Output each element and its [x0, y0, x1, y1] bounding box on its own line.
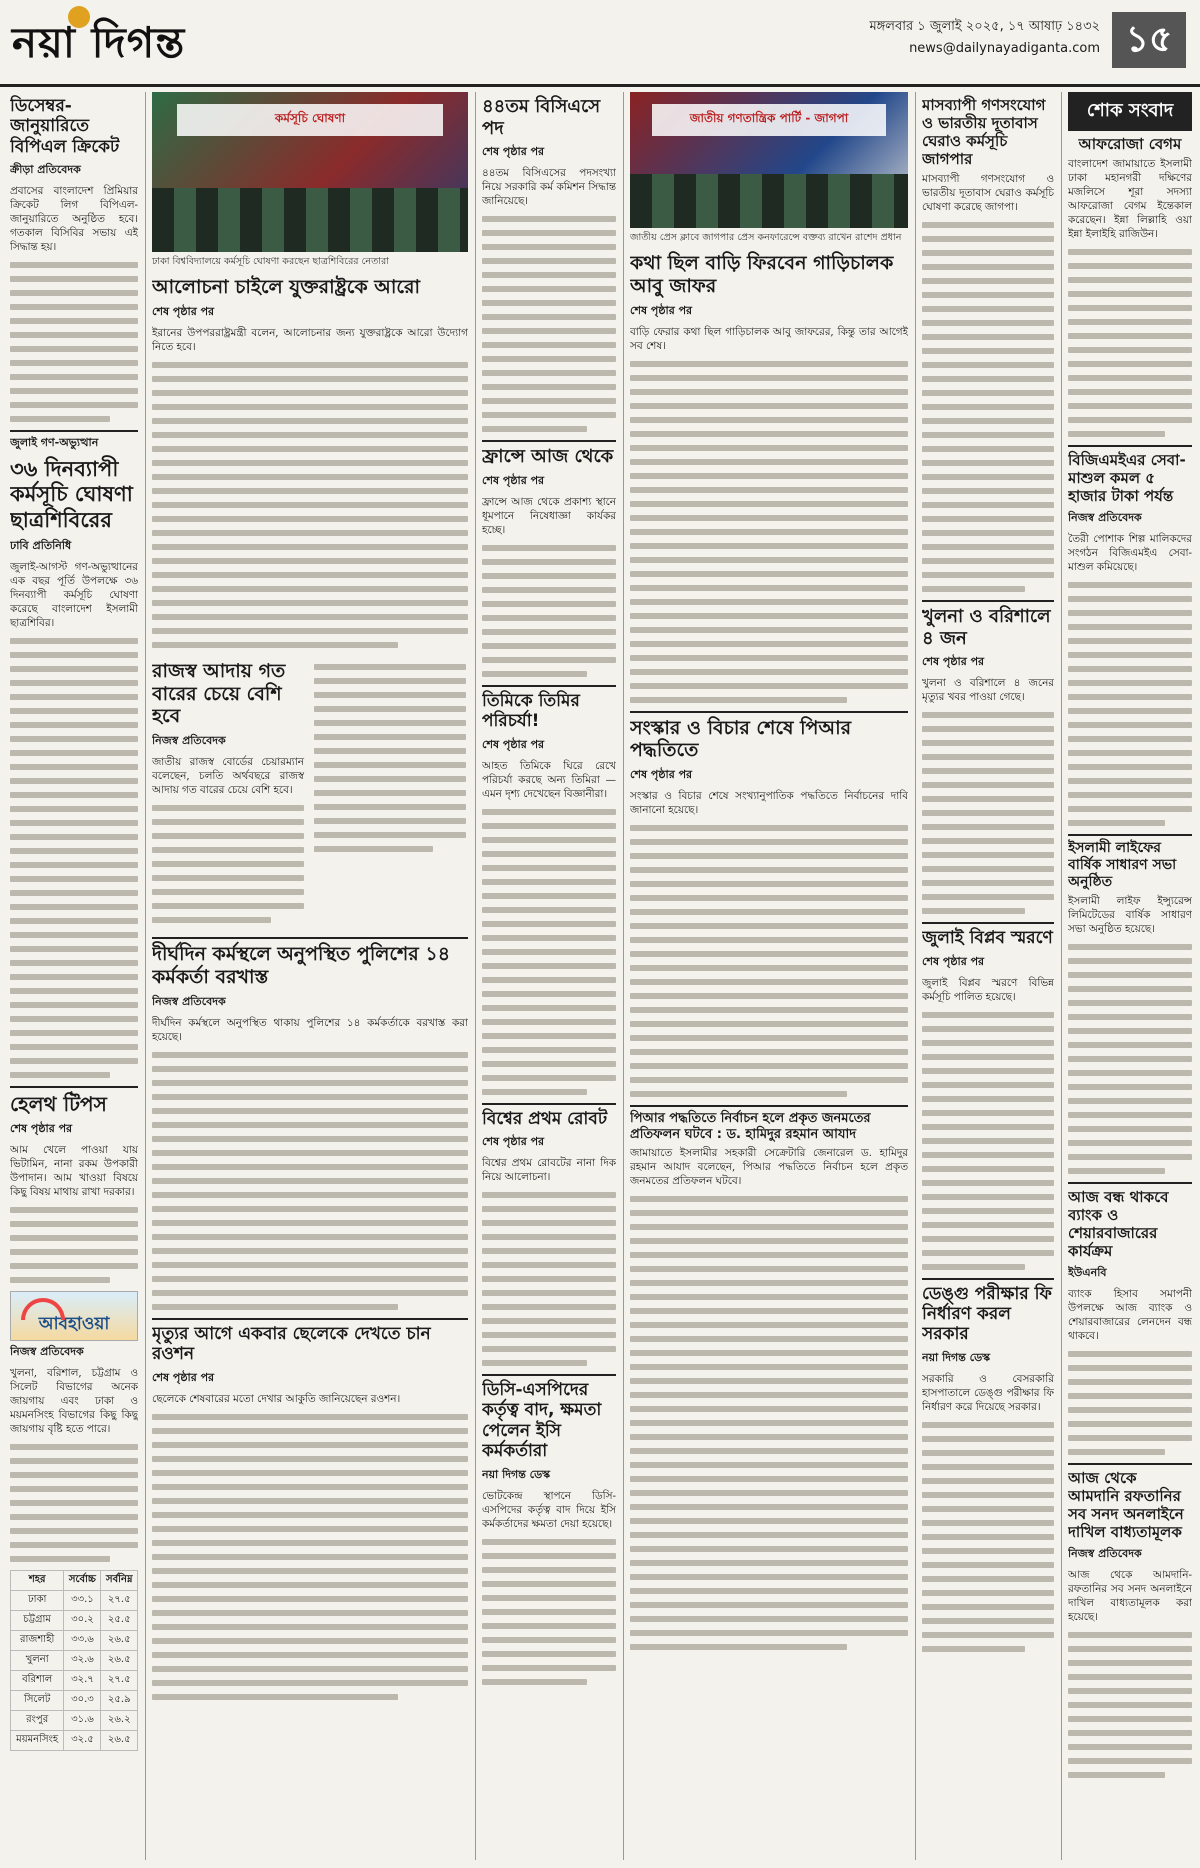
text-block [922, 1012, 1054, 1270]
temperature-table [10, 1570, 138, 1751]
article-july36 [10, 430, 138, 1078]
text-block [630, 361, 908, 703]
weather-title: আবহাওয়া [38, 1313, 110, 1334]
article-body: তৈরী পোশাক শিল্প মালিকদের সংগঠন বিজিএমইএ সেবা-মাশুল কমিয়েছে। [1068, 533, 1192, 573]
article-body: ছেলেকে শেষবারের মতো দেখার আকুতি জানিয়েছেন রওশন। [152, 1392, 401, 1405]
table-cell: ২৭.৫ [101, 1670, 138, 1690]
byline: শেষ পৃষ্ঠার পর [630, 768, 693, 782]
byline: নিজস্ব প্রতিবেদক [152, 734, 226, 748]
text-block [922, 712, 1054, 914]
text-block [630, 825, 908, 1097]
byline: নিজস্ব প্রতিবেদক [10, 1344, 84, 1358]
table-cell: ৩৩.৬ [64, 1630, 101, 1650]
table-cell: রংপুর [11, 1710, 64, 1730]
headline: ডিসেম্বর-জানুয়ারিতে বিপিএল ক্রিকেট [10, 96, 120, 157]
article-bgmea [1068, 445, 1192, 826]
table-header: সর্বনিম্ন [101, 1570, 138, 1590]
article-body: খুলনা ও বরিশালে ৪ জনের মৃত্যুর খবর পাওয়া গেছে। [922, 677, 1054, 704]
table-cell: ৩২.৫ [64, 1730, 101, 1750]
text-block [152, 362, 468, 648]
text-block [152, 805, 304, 923]
text-block [482, 216, 616, 432]
article-body: বাংলাদেশ জামায়াতে ইসলামী ঢাকা মহানগরী দক্ষিণের মজলিসে শূরা সদস্যা আফরোজা বেগম ইন্তেকাল করেছেন। ইন্না লিল্লাহি ওয়া ইন্না ইলাইহি রাজিউন। [1068, 158, 1192, 240]
article-dengue [922, 1278, 1054, 1652]
table-cell: ২৬.৫ [101, 1650, 138, 1670]
column-2 [152, 92, 468, 1860]
table-row [11, 1670, 138, 1690]
article-dc [482, 1374, 616, 1685]
table-cell: ৩০.২ [64, 1610, 101, 1630]
table-header-row [11, 1570, 138, 1590]
text-block [482, 809, 616, 1095]
table-cell: ময়মনসিংহ [11, 1730, 64, 1750]
article-body: ইরানের উপপররাষ্ট্রমন্ত্রী বলেন, আলোচনার জন্য যুক্তরাষ্ট্রকে আরো উদ্যোগ নিতে হবে। [152, 326, 468, 353]
byline: ক্রীড়া প্রতিবেদক [10, 163, 81, 177]
article-bpl [10, 96, 138, 422]
table-cell: ২৬.২ [101, 1710, 138, 1730]
headline: সংস্কার ও বিচার শেষে পিআর পদ্ধতিতে [630, 716, 852, 762]
article-bank [1068, 1182, 1192, 1455]
table-cell: ২৫.৯ [101, 1690, 138, 1710]
byline: ঢাবি প্রতিনিধি [10, 538, 72, 552]
headline: বিশ্বের প্রথম রোবট [482, 1108, 608, 1129]
photo-shibir-press [152, 92, 468, 252]
table-cell: রাজশাহী [11, 1630, 64, 1650]
table-cell: ২৭.৫ [101, 1590, 138, 1610]
byline: শেষ পৃষ্ঠার পর [482, 737, 545, 751]
article-body: আজ থেকে আমদানি-রফতানির সব সনদ অনলাইনে দাখিল বাধ্যতামূলক করা হয়েছে। [1068, 1569, 1192, 1624]
byline: শেষ পৃষ্ঠার পর [152, 1370, 215, 1384]
column-6 [1068, 92, 1192, 1860]
text-block [1068, 1351, 1192, 1455]
two-column-block [152, 656, 468, 931]
photo-caption: জাতীয় প্রেস ক্লাবে জাগপার প্রেস কনফারেন্সে বক্তব্য রাখেন রাশেদ প্রধান [630, 232, 902, 243]
rainbow-icon [21, 1298, 65, 1320]
text-block [10, 262, 138, 422]
article-usa [152, 276, 468, 648]
page-number: ১৫ [1112, 12, 1186, 68]
byline: নয়া দিগন্ত ডেস্ক [482, 1467, 551, 1481]
table-row [11, 1590, 138, 1610]
article-body: সংস্কার ও বিচার শেষে সংখ্যানুপাতিক পদ্ধতিতে নির্বাচনের দাবি জানানো হয়েছে। [630, 790, 908, 817]
table-cell: ২৬.৫ [101, 1730, 138, 1750]
byline: ইউএনবি [1068, 1266, 1107, 1280]
article-body: সরকারি ও বেসরকারি হাসপাতালে ডেঙ্গু পরীক্ষার ফি নির্ধারণ করে দিয়েছে সরকার। [922, 1372, 1054, 1413]
column-3 [482, 92, 616, 1860]
headline: আলোচনা চাইলে যুক্তরাষ্ট্রকে আরো [152, 276, 421, 298]
byline: শেষ পৃষ্ঠার পর [922, 954, 985, 968]
headline: মাসব্যাপী গণসংযোগ ও ভারতীয় দূতাবাস ঘেরাও কর্মসূচি জাগপার [922, 96, 1046, 168]
photo-people [630, 174, 908, 228]
table-row [11, 1690, 138, 1710]
byline: শেষ পৃষ্ঠার পর [922, 655, 985, 669]
table-cell: ঢাকা [11, 1590, 64, 1610]
text-block [482, 1539, 616, 1685]
headline: তিমিকে তিমির পরিচর্যা! [482, 690, 580, 732]
table-row [11, 1730, 138, 1750]
article-body: ভোটকেন্দ্র স্থাপনে ডিসি-এসপিদের কর্তৃত্ব বাদ দিয়ে ইসি কর্মকর্তাদের ক্ষমতা দেয়া হয়েছে। [482, 1489, 616, 1530]
article-revenue [152, 656, 304, 931]
text-block [1068, 1632, 1192, 1778]
article-july-memory [922, 922, 1054, 1269]
dateline [869, 16, 1100, 60]
masthead [0, 0, 1200, 87]
table-cell: ৩০.৩ [64, 1690, 101, 1710]
article-body: জুলাই-আগস্ট গণ-অভ্যুত্থানের এক বছর পূর্তি উপলক্ষে ৩৬ দিনব্যাপী কর্মসূচি ঘোষণা করেছে বাংলাদেশ ইসলামী ছাত্রশিবির। [10, 560, 138, 629]
text-block [1068, 249, 1192, 437]
headline: ৩৬ দিনব্যাপী কর্মসূচি ঘোষণা ছাত্রশিবিরের [10, 457, 133, 532]
article-body: আম খেলে পাওয়া যায় ভিটামিন, নানা রকম উপকারী উপাদান। আম খাওয়া বিষয়ে কিছু বিষয় মাথায় রাখা দরকার। [10, 1143, 138, 1198]
byline: নিজস্ব প্রতিবেদক [1068, 1547, 1142, 1561]
article-khulna [922, 600, 1054, 914]
table-row [11, 1630, 138, 1650]
contact-email[interactable]: news@dailynayadiganta.com [909, 41, 1100, 56]
article-death [152, 1318, 468, 1700]
column-1 [10, 92, 138, 1860]
column-5 [922, 92, 1054, 1860]
headline: ৪৪তম বিসিএসে পদ [482, 96, 601, 139]
filler-column [314, 656, 466, 931]
text-block [152, 1414, 468, 1700]
article-body: জাতীয় রাজস্ব বোর্ডের চেয়ারম্যান বলেছেন, চলতি অর্থবছরে রাজস্ব আদায় গত বারের চেয়ে বেশি হবে। [152, 756, 304, 797]
headline: বিজিএমইএর সেবা-মাশুল কমল ৫ হাজার টাকা পর্যন্ত [1068, 451, 1186, 505]
photo-people [152, 188, 468, 252]
text-block [482, 545, 616, 677]
article-body: জুলাই বিপ্লব স্মরণে বিভিন্ন কর্মসূচি পালিত হয়েছে। [922, 976, 1054, 1003]
article-body: ৪৪তম বিসিএসের পদসংখ্যা নিয়ে সরকারি কর্ম কমিশন সিদ্ধান্ত জানিয়েছে। [482, 167, 616, 208]
headline: খুলনা ও বরিশালে ৪ জন [922, 606, 1051, 649]
byline: নিজস্ব প্রতিবেদক [1068, 511, 1142, 524]
text-block [10, 1207, 138, 1283]
column-divider [145, 92, 146, 1860]
text-block [1068, 582, 1192, 826]
weather-section [10, 1291, 138, 1751]
article-body: প্রবাসের বাংলাদেশ প্রিমিয়ার ক্রিকেট লিগ বিপিএল-জানুয়ারিতে অনুষ্ঠিত হবে। গতকাল বিসিবির সভায় এই সিদ্ধান্ত হয়। [10, 185, 138, 254]
table-cell: ৩৩.১ [64, 1590, 101, 1610]
headline: মৃত্যুর আগে একবার ছেলেকে দেখতে চান রওশন [152, 1323, 431, 1365]
byline: শেষ পৃষ্ঠার পর [630, 303, 693, 317]
article-france [482, 440, 616, 677]
table-header: সর্বোচ্চ [64, 1570, 101, 1590]
photo-banner: জাতীয় গণতান্ত্রিক পার্টি - জাগপা [652, 104, 886, 136]
article-body: দীর্ঘদিন কর্মস্থলে অনুপস্থিত থাকায় পুলিশের ১৪ কর্মকর্তাকে বরখাস্ত করা হয়েছে। [152, 1016, 468, 1043]
text-block [482, 1192, 616, 1366]
article-import [1068, 1463, 1192, 1778]
headline: হেলথ টিপস [10, 1091, 107, 1116]
headline: আজ থেকে আমদানি রফতানির সব সনদ অনলাইনে দাখিল বাধ্যতামূলক [1068, 1469, 1184, 1542]
table-cell: বরিশাল [11, 1670, 64, 1690]
byline: শেষ পৃষ্ঠার পর [482, 1134, 545, 1148]
text-block [152, 1052, 468, 1310]
column-divider [915, 92, 916, 1860]
issue-date: মঙ্গলবার ১ জুলাই ২০২৫, ১৭ আষাঢ় ১৪৩২ [869, 19, 1100, 34]
article-reform [630, 711, 908, 1098]
text-block [630, 1196, 908, 1650]
table-cell: ৩২.৬ [64, 1650, 101, 1670]
table-cell: চট্টগ্রাম [11, 1610, 64, 1630]
article-body: আহত তিমিকে ঘিরে রেখে পরিচর্যা করছে অন্য তিমিরা — এমন দৃশ্য দেখেছেন বিজ্ঞানীরা। [482, 759, 616, 800]
table-row [11, 1710, 138, 1730]
newspaper-logo: নয়া দিগন্ত [12, 18, 186, 67]
headline: জুলাই বিপ্লব স্মরণে [922, 928, 1053, 949]
weather-logo [10, 1291, 138, 1341]
table-cell: ২৫.৫ [101, 1610, 138, 1630]
kicker: জুলাই গণ-অভ্যুত্থান [10, 436, 99, 450]
table-header: শহর [11, 1570, 64, 1590]
text-block [314, 664, 466, 852]
headline: ফ্রান্সে আজ থেকে [482, 446, 614, 468]
table-row [11, 1650, 138, 1670]
headline: কথা ছিল বাড়ি ফিরবেন গাড়িচালক আবু জাফর [630, 252, 894, 297]
column-4 [630, 92, 908, 1860]
byline: নিজস্ব প্রতিবেদক [152, 994, 226, 1008]
column-divider [623, 92, 624, 1860]
headline: রাজস্ব আদায় গত বারের চেয়ে বেশি হবে [152, 659, 286, 728]
article-jamaat [630, 1105, 908, 1650]
text-block [922, 1422, 1054, 1652]
condolence-header: শোক সংবাদ [1068, 92, 1192, 131]
article-health [10, 1086, 138, 1283]
photo-banner: কর্মসূচি ঘোষণা [177, 104, 442, 136]
headline: আজ বন্ধ থাকবে ব্যাংক ও শেয়ারবাজারের কার্যক্রম [1068, 1188, 1169, 1261]
table-row [11, 1610, 138, 1630]
photo-caption: ঢাকা বিশ্ববিদ্যালয়ে কর্মসূচি ঘোষণা করছেন ছাত্রশিবিরের নেতারা [152, 256, 389, 267]
article-body: ফ্রান্সে আজ থেকে প্রকাশ্য স্থানে ধূমপানে নিষেধাজ্ঞা কার্যকর হচ্ছে। [482, 495, 616, 536]
article-jafar [630, 252, 908, 703]
article-body: খুলনা, বরিশাল, চট্টগ্রাম ও সিলেট বিভাগের অনেক জায়গায় এবং ঢাকা ও ময়মনসিংহ বিভাগের কিছু কিছু জায়গায় বৃষ্টি হতে পারে। [10, 1366, 138, 1435]
headline: আফরোজা বেগম [1078, 135, 1182, 153]
byline: শেষ পৃষ্ঠার পর [10, 1121, 73, 1135]
byline: শেষ পৃষ্ঠার পর [482, 473, 545, 487]
article-body: ব্যাংক হিসাব সমাপনী উপলক্ষে আজ ব্যাংক ও শেয়ারবাজারের লেনদেন বন্ধ থাকবে। [1068, 1288, 1192, 1343]
article-body: মাসব্যাপী গণসংযোগ ও ভারতীয় দূতাবাস ঘেরাও কর্মসূচি ঘোষণা করেছে জাগপা। [922, 173, 1054, 213]
column-divider [475, 92, 476, 1860]
article-timi [482, 685, 616, 1095]
byline: শেষ পৃষ্ঠার পর [482, 145, 545, 159]
headline: ডেঙ্গু পরীক্ষার ফি নির্ধারণ করল সরকার [922, 1283, 1052, 1345]
article-body: জামায়াতে ইসলামীর সহকারী সেক্রেটারি জেনারেল ড. হামিদুর রহমান আযাদ বলেছেন, পিআর পদ্ধতিতে নির্বাচন হলে প্রকৃত জনমতের প্রতিফলন ঘটবে। [630, 1147, 908, 1188]
table-cell: সিলেট [11, 1690, 64, 1710]
text-block [1068, 944, 1192, 1174]
article-body: বিশ্বের প্রথম রোবটের নানা দিক নিয়ে আলোচনা। [482, 1156, 616, 1183]
photo-jagpa-press [630, 92, 908, 228]
table-cell: ৩২.৭ [64, 1670, 101, 1690]
headline: ডিসি-এসপিদের কর্তৃত্ব বাদ, ক্ষমতা পেলেন ইসি কর্মকর্তারা [482, 1379, 602, 1462]
article-bhandari [922, 96, 1054, 592]
headline: পিআর পদ্ধতিতে নির্বাচন হলে প্রকৃত জনমতের প্রতিফলন ঘটবে : ড. হামিদুর রহমান আযাদ [630, 1111, 871, 1142]
article-bcs [482, 96, 616, 432]
article-robot [482, 1103, 616, 1366]
byline: শেষ পৃষ্ঠার পর [152, 304, 215, 318]
column-divider [1061, 92, 1062, 1860]
text-block [10, 638, 138, 1078]
text-block [922, 222, 1054, 592]
headline: দীর্ঘদিন কর্মস্থলে অনুপস্থিত পুলিশের ১৪ কর্মকর্তা বরখাস্ত [152, 943, 451, 988]
article-body: বাড়ি ফেরার কথা ছিল গাড়িচালক আবু জাফরের, কিন্তু তার আগেই সব শেষ। [630, 325, 908, 352]
table-cell: ২৬.৫ [101, 1630, 138, 1650]
article-body: ইসলামী লাইফ ইন্স্যুরেন্স লিমিটেডের বার্ষিক সাধারণ সভা অনুষ্ঠিত হয়েছে। [1068, 895, 1192, 936]
article-islami-life [1068, 834, 1192, 1174]
condolence-section [1068, 92, 1192, 437]
byline: নয়া দিগন্ত ডেস্ক [922, 1350, 991, 1364]
article-dismissed [152, 937, 468, 1310]
text-block [10, 1444, 138, 1562]
table-cell: খুলনা [11, 1650, 64, 1670]
headline: ইসলামী লাইফের বার্ষিক সাধারণ সভা অনুষ্ঠিত [1068, 840, 1177, 890]
table-cell: ৩১.৬ [64, 1710, 101, 1730]
